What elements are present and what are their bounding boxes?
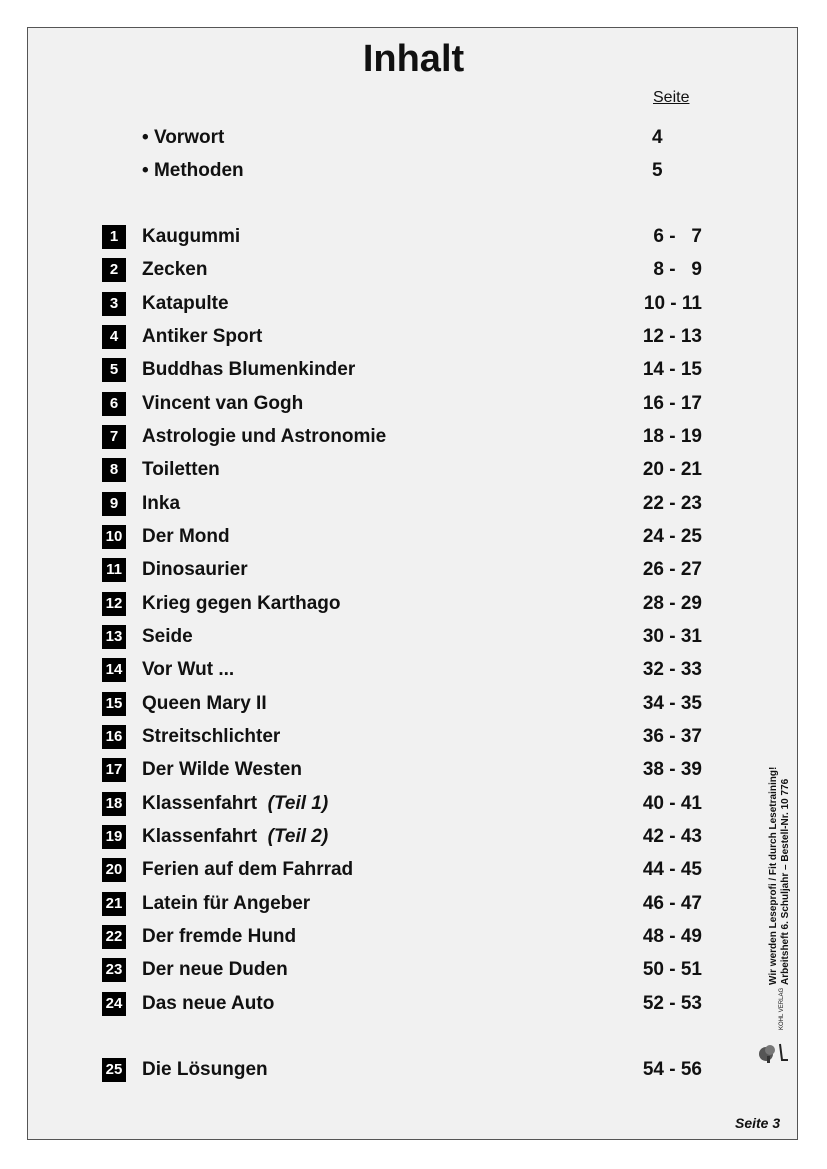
chapter-title: Kaugummi [142, 226, 241, 247]
chapter-pages: 34 - 35 [642, 693, 702, 714]
chapter-pages: 54 - 56 [642, 1059, 702, 1080]
chapter-row [0, 792, 827, 816]
chapter-title: Astrologie und Astronomie [142, 426, 387, 447]
chapter-pages: 16 - 17 [642, 393, 702, 414]
chapter-title-main: Klassenfahrt [142, 793, 258, 814]
chapter-row [0, 658, 827, 682]
chapter-pages: 26 - 27 [642, 559, 702, 580]
chapter-number-badge: 11 [102, 558, 126, 582]
chapter-pages: 30 - 31 [642, 626, 702, 647]
chapter-title: Zecken [142, 259, 208, 280]
chapter-pages: 18 - 19 [642, 426, 702, 447]
chapter-number-badge: 19 [102, 825, 126, 849]
chapter-pages: 48 - 49 [642, 926, 702, 947]
side-note-line-1: Wir werden Leseprofi / Fit durch Lesetraining! [768, 766, 779, 985]
chapter-row [0, 758, 827, 782]
chapter-number-badge: 16 [102, 725, 126, 749]
chapter-title: Der neue Duden [142, 959, 288, 980]
chapter-row [0, 992, 827, 1016]
chapter-title: Vor Wut ... [142, 659, 235, 680]
chapter-title: Dinosaurier [142, 559, 248, 580]
chapter-row [0, 692, 827, 716]
chapter-title: Krieg gegen Karthago [142, 593, 341, 614]
chapter-number-badge: 15 [102, 692, 126, 716]
chapter-title: Antiker Sport [142, 326, 263, 347]
chapter-pages: 50 - 51 [642, 959, 702, 980]
chapter-title: Vincent van Gogh [142, 393, 304, 414]
chapter-number-badge: 25 [102, 1058, 126, 1082]
side-note-line-2: Arbeitsheft 6. Schuljahr – Bestell-Nr. 10 776 [780, 778, 791, 985]
chapter-row [0, 625, 827, 649]
seite-column-label: Seite [653, 89, 690, 106]
chapter-row [0, 958, 827, 982]
tree-icon [757, 1040, 791, 1064]
chapter-row [0, 325, 827, 349]
chapter-pages: 6 - 7 [653, 226, 702, 247]
chapter-pages: 46 - 47 [642, 893, 702, 914]
intro-page-methoden: 5 [652, 160, 663, 181]
chapter-pages: 22 - 23 [642, 493, 702, 514]
chapter-title: Buddhas Blumenkinder [142, 359, 356, 380]
chapter-title [142, 826, 328, 848]
chapter-number-badge: 4 [102, 325, 126, 349]
chapter-number-badge: 17 [102, 758, 126, 782]
intro-page-vorwort: 4 [652, 127, 663, 148]
chapter-number-badge: 5 [102, 358, 126, 382]
chapter-number-badge: 3 [102, 292, 126, 316]
chapter-row [0, 925, 827, 949]
chapter-row [0, 392, 827, 416]
chapter-number-badge: 7 [102, 425, 126, 449]
publisher-name: KOHL VERLAG [779, 987, 785, 1030]
chapter-pages: 52 - 53 [642, 993, 702, 1014]
chapter-row [0, 858, 827, 882]
chapter-row [0, 358, 827, 382]
chapter-title: Inka [142, 493, 181, 514]
chapter-title: Ferien auf dem Fahrrad [142, 859, 354, 880]
chapter-number-badge: 24 [102, 992, 126, 1016]
page-title: Inhalt [362, 38, 465, 80]
chapter-title: Der Mond [142, 526, 230, 547]
intro-item-vorwort: • Vorwort [142, 127, 225, 148]
chapter-title: Queen Mary II [142, 693, 267, 714]
chapter-pages: 44 - 45 [642, 859, 702, 880]
chapter-row [0, 558, 827, 582]
chapter-pages: 38 - 39 [642, 759, 702, 780]
chapter-title-suffix: (Teil 2) [267, 826, 329, 847]
chapter-title: Seide [142, 626, 193, 647]
chapter-number-badge: 6 [102, 392, 126, 416]
chapter-number-badge: 21 [102, 892, 126, 916]
chapter-row [0, 292, 827, 316]
chapter-pages: 14 - 15 [642, 359, 702, 380]
chapter-number-badge: 20 [102, 858, 126, 882]
chapter-row-solutions [0, 1058, 827, 1082]
chapter-number-badge: 10 [102, 525, 126, 549]
chapter-pages: 40 - 41 [642, 793, 702, 814]
chapter-title: Der Wilde Westen [142, 759, 302, 780]
chapter-title-suffix: (Teil 1) [267, 793, 329, 814]
chapter-pages: 10 - 11 [643, 293, 702, 314]
chapter-pages: 12 - 13 [642, 326, 702, 347]
chapter-pages: 42 - 43 [642, 826, 702, 847]
chapter-title: Der fremde Hund [142, 926, 297, 947]
chapter-number-badge: 12 [102, 592, 126, 616]
chapter-title: Die Lösungen [142, 1059, 268, 1080]
chapter-number-badge: 1 [102, 225, 126, 249]
chapter-number-badge: 23 [102, 958, 126, 982]
chapter-number-badge: 13 [102, 625, 126, 649]
chapter-pages: 36 - 37 [642, 726, 702, 747]
publisher-logo [757, 987, 791, 1064]
chapter-row [0, 425, 827, 449]
chapter-number-badge: 22 [102, 925, 126, 949]
chapter-pages: 24 - 25 [642, 526, 702, 547]
page-number-footer: Seite 3 [735, 1115, 781, 1131]
intro-item-methoden: • Methoden [142, 160, 244, 181]
chapter-number-badge: 8 [102, 458, 126, 482]
chapter-row [0, 492, 827, 516]
chapter-number-badge: 2 [102, 258, 126, 282]
chapter-row [0, 592, 827, 616]
chapter-number-badge: 18 [102, 792, 126, 816]
chapter-title [142, 793, 328, 815]
chapter-title-main: Klassenfahrt [142, 826, 258, 847]
chapter-number-badge: 14 [102, 658, 126, 682]
chapter-row [0, 458, 827, 482]
chapter-pages: 32 - 33 [642, 659, 702, 680]
chapter-row [0, 525, 827, 549]
chapter-row [0, 892, 827, 916]
side-publication-note [768, 767, 792, 985]
chapter-title: Toiletten [142, 459, 220, 480]
chapter-title: Streitschlichter [142, 726, 281, 747]
chapter-row [0, 825, 827, 849]
chapter-title: Das neue Auto [142, 993, 275, 1014]
chapter-row [0, 258, 827, 282]
chapter-number-badge: 9 [102, 492, 126, 516]
chapter-title: Latein für Angeber [142, 893, 311, 914]
chapter-pages: 28 - 29 [642, 593, 702, 614]
chapter-row [0, 725, 827, 749]
chapter-row [0, 225, 827, 249]
chapter-pages: 8 - 9 [653, 259, 702, 280]
chapter-pages: 20 - 21 [642, 459, 702, 480]
chapter-title: Katapulte [142, 293, 229, 314]
